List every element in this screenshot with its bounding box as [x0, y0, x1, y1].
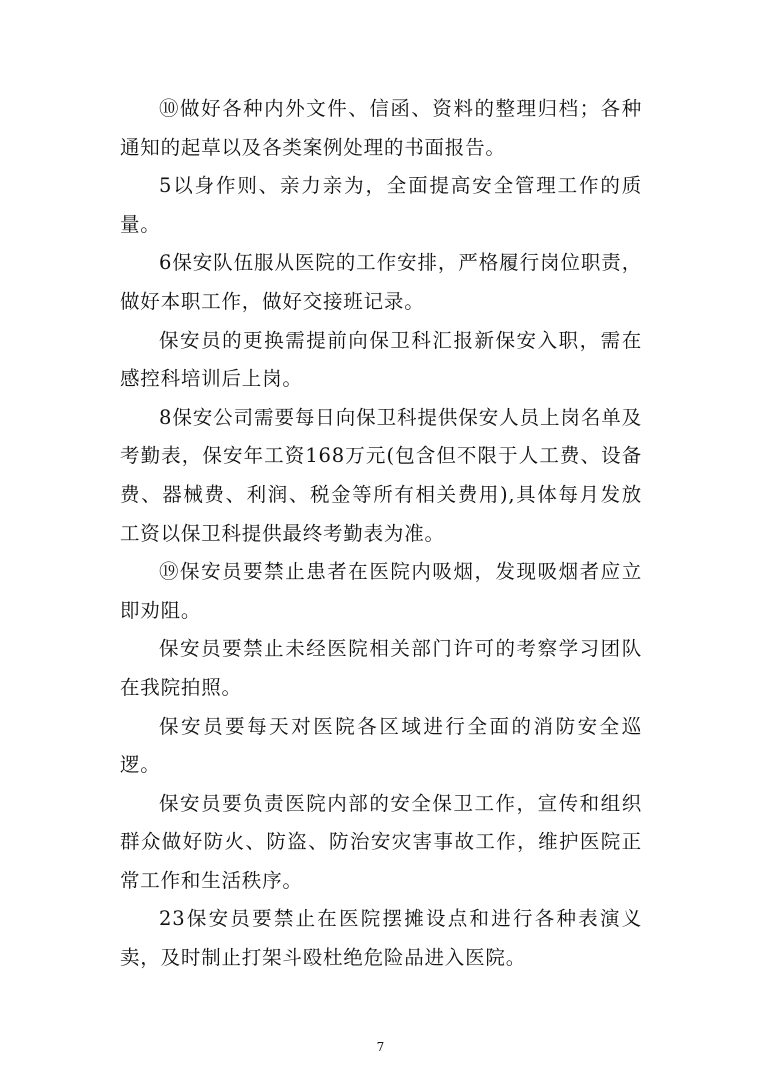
paragraph-9: 保安员要负责医院内部的安全保卫工作，宣传和组织群众做好防火、防盗、防治安灾害事故工作，维护医院正常工作和生活秩序。: [120, 791, 642, 892]
paragraph-1: ⑩做好各种内外文件、信函、资料的整理归档；各种通知的起草以及各类案例处理的书面报告。: [120, 97, 642, 159]
page-number: 7: [376, 1040, 385, 1054]
paragraph-6: ⑲保安员要禁止患者在医院内吸烟，发现吸烟者应立即劝阻。: [120, 560, 642, 622]
paragraph-5: 8保安公司需要每日向保卫科提供保安人员上岗名单及考勤表，保安年工资168万元(包含但不限于人工费、设备费、器械费、利润、税金等所有相关费用),具体每月发放工资以保卫科提供最终考勤表为准。: [120, 405, 642, 545]
paragraph-4: 保安员的更换需提前向保卫科汇报新保安入职，需在感控科培训后上岗。: [120, 328, 642, 391]
paragraph-2: 5以身作则、亲力亲为，全面提高安全管理工作的质量。: [120, 174, 642, 236]
paragraph-7: 保安员要禁止未经医院相关部门许可的考察学习团队在我院拍照。: [120, 637, 642, 699]
paragraph-8: 保安员要每天对医院各区域进行全面的消防安全巡逻。: [120, 714, 642, 777]
paragraph-10: 23保安员要禁止在医院摆摊设点和进行各种表演义卖，及时制止打架斗殴杜绝危险品进入医院。: [120, 907, 642, 970]
document-body: [120, 90, 642, 978]
paragraph-3: 6保安队伍服从医院的工作安排，严格履行岗位职责，做好本职工作，做好交接班记录。: [120, 251, 642, 313]
